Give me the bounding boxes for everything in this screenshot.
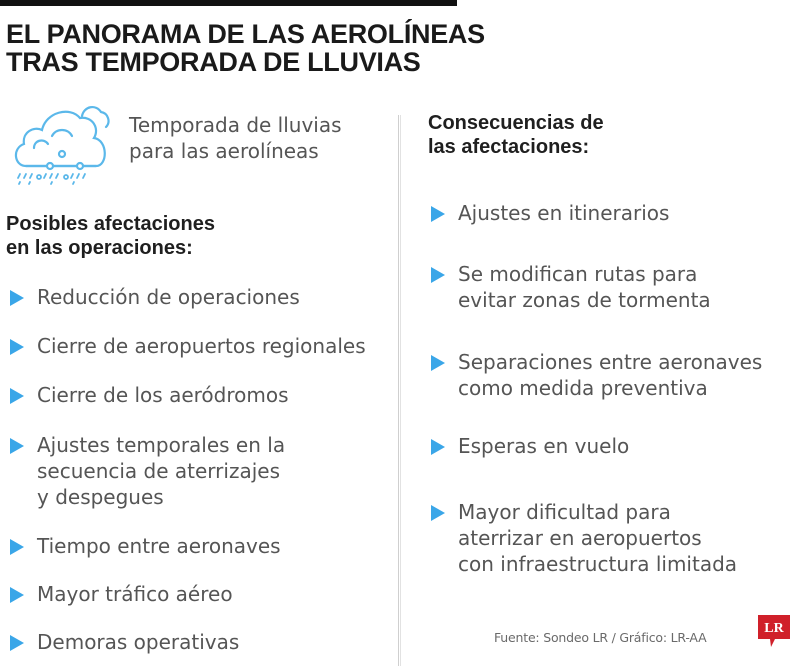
- item-text: Cierre de los aeródromos: [37, 383, 289, 407]
- triangle-bullet-icon: [10, 587, 24, 603]
- left-heading-line-2: en las operaciones:: [6, 237, 193, 259]
- triangle-bullet-icon: [10, 438, 24, 454]
- title-line-1: EL PANORAMA DE LAS AEROLÍNEAS: [6, 19, 485, 49]
- item-text: Ajustes temporales en la: [37, 433, 286, 457]
- item-text: Esperas en vuelo: [458, 434, 630, 458]
- left-heading-line-1: Posibles afectaciones: [6, 213, 215, 235]
- item-text: Tiempo entre aeronaves: [37, 534, 281, 558]
- svg-text:LR: LR: [764, 621, 784, 636]
- item-text: secuencia de aterrizajes: [37, 459, 280, 483]
- right-heading-line-1: Consecuencias de: [428, 112, 604, 134]
- top-rule: [0, 0, 457, 6]
- column-divider: [398, 115, 401, 666]
- item-text: Ajustes en itinerarios: [458, 201, 670, 225]
- item-text: Demoras operativas: [37, 630, 240, 654]
- intro-block: [12, 96, 392, 191]
- right-heading-line-2: las afectaciones:: [428, 136, 590, 158]
- triangle-bullet-icon: [10, 635, 24, 651]
- list-item: [431, 499, 737, 577]
- triangle-bullet-icon: [10, 339, 24, 355]
- rain-cloud-icon: [12, 96, 114, 188]
- item-text: como medida preventiva: [458, 376, 708, 400]
- intro-line-2: para las aerolíneas: [129, 139, 319, 163]
- list-item: [431, 433, 629, 459]
- triangle-bullet-icon: [431, 267, 445, 283]
- list-item: [10, 382, 289, 408]
- list-item: [10, 432, 285, 510]
- title-line-2: TRAS TEMPORADA DE LLUVIAS: [6, 47, 421, 77]
- source-credit: Fuente: Sondeo LR / Gráfico: LR-AA: [494, 630, 707, 645]
- triangle-bullet-icon: [431, 355, 445, 371]
- item-text: Mayor tráfico aéreo: [37, 582, 233, 606]
- triangle-bullet-icon: [10, 539, 24, 555]
- triangle-bullet-icon: [10, 290, 24, 306]
- item-text: Mayor dificultad para: [458, 500, 671, 524]
- list-item: [10, 284, 300, 310]
- list-item: [10, 581, 233, 607]
- triangle-bullet-icon: [431, 439, 445, 455]
- item-text: aterrizar en aeropuertos: [458, 526, 702, 550]
- list-item: [431, 349, 762, 401]
- list-item: [10, 333, 366, 359]
- left-section-heading: [6, 212, 215, 260]
- item-text: Separaciones entre aeronaves: [458, 350, 763, 374]
- item-text: Cierre de aeropuertos regionales: [37, 334, 366, 358]
- triangle-bullet-icon: [10, 388, 24, 404]
- lr-logo-icon: [757, 614, 791, 648]
- item-text: con infraestructura limitada: [458, 552, 738, 576]
- list-item: [10, 533, 281, 559]
- item-text: Reducción de operaciones: [37, 285, 300, 309]
- item-text: Se modifican rutas para: [458, 262, 698, 286]
- triangle-bullet-icon: [431, 206, 445, 222]
- list-item: [431, 200, 669, 226]
- item-text: evitar zonas de tormenta: [458, 288, 711, 312]
- list-item: [431, 261, 711, 313]
- intro-text: [129, 112, 342, 164]
- intro-line-1: Temporada de lluvias: [129, 113, 342, 137]
- page-title: [6, 20, 485, 76]
- item-text: y despegues: [37, 485, 164, 509]
- right-section-heading: [428, 111, 604, 159]
- list-item: [10, 629, 239, 655]
- triangle-bullet-icon: [431, 505, 445, 521]
